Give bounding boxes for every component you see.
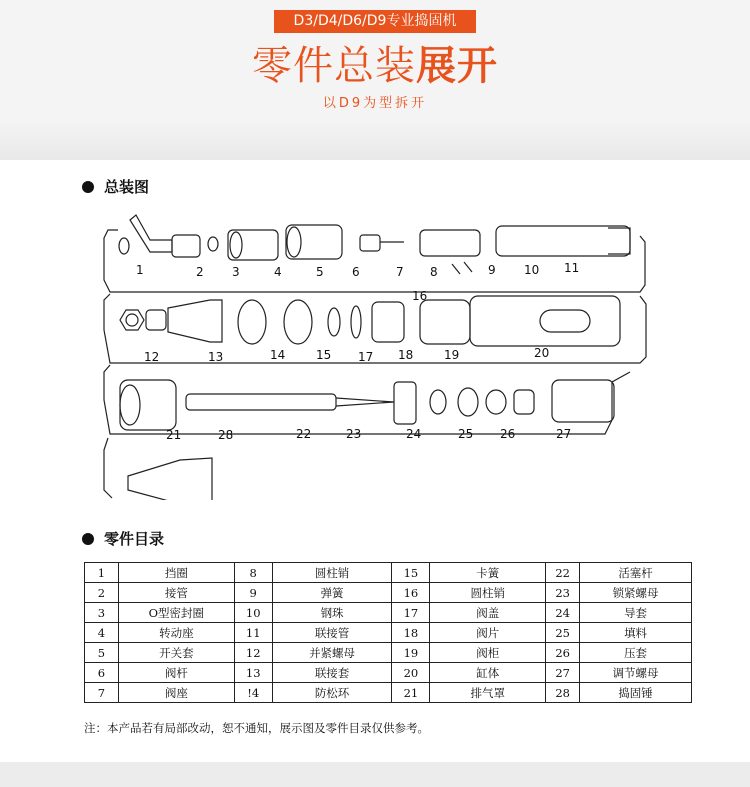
part-number: 11: [234, 623, 272, 643]
diagram-label: 12: [144, 350, 160, 364]
header-banner: [0, 0, 750, 160]
part-number: !4: [234, 683, 272, 703]
title-normal: 零件总装: [252, 43, 416, 89]
part-name: 圆柱销: [430, 583, 546, 603]
part-number: 25: [546, 623, 580, 643]
bullet-icon: [82, 533, 94, 545]
diagram-label: 2: [196, 265, 204, 279]
part-number: 10: [234, 603, 272, 623]
diagram-label: 24: [406, 427, 422, 441]
part-number: 20: [392, 663, 430, 683]
part-number: 24: [546, 603, 580, 623]
part-name: 阀盖: [430, 603, 546, 623]
part-name: 联接套: [272, 663, 392, 683]
part-name: 缸体: [430, 663, 546, 683]
part-name: 填料: [580, 623, 692, 643]
part-number: 19: [392, 643, 430, 663]
part-name: O型密封圈: [118, 603, 234, 623]
diagram-label: 7: [396, 265, 404, 279]
diagram-label: 1: [136, 263, 144, 277]
parts-table: [84, 562, 692, 703]
part-name: 防松环: [272, 683, 392, 703]
model-badge: D3/D4/D6/D9专业捣固机: [274, 10, 476, 33]
diagram-label: 20: [534, 346, 550, 360]
diagram-label: 6: [352, 265, 360, 279]
diagram-label: 21: [166, 428, 182, 442]
part-number: 9: [234, 583, 272, 603]
part-name: 开关套: [118, 643, 234, 663]
diagram-label: 28: [218, 428, 234, 442]
table-row: [85, 643, 692, 663]
part-number: 26: [546, 643, 580, 663]
diagram-label: 22: [296, 427, 312, 441]
diagram-label: 16: [412, 289, 428, 303]
diagram-label: 5: [316, 265, 324, 279]
part-number: 7: [85, 683, 119, 703]
part-number: 6: [85, 663, 119, 683]
diagram-label: 23: [346, 427, 362, 441]
table-row: [85, 583, 692, 603]
diagram-label: 14: [270, 348, 286, 362]
table-row: [85, 663, 692, 683]
part-number: 22: [546, 563, 580, 583]
diagram-label: 13: [208, 350, 224, 364]
diagram-label: 18: [398, 348, 414, 362]
part-number: 18: [392, 623, 430, 643]
diagram-label: 10: [524, 263, 540, 277]
table-row: [85, 623, 692, 643]
part-name: 导套: [580, 603, 692, 623]
part-name: 调节螺母: [580, 663, 692, 683]
part-name: 压套: [580, 643, 692, 663]
assembly-heading-text: 总装图: [104, 178, 150, 196]
part-number: 17: [392, 603, 430, 623]
part-name: 阀柜: [430, 643, 546, 663]
parts-heading: [82, 528, 164, 549]
part-name: 锁紧螺母: [580, 583, 692, 603]
part-number: 16: [392, 583, 430, 603]
part-number: 8: [234, 563, 272, 583]
part-number: 4: [85, 623, 119, 643]
disclaimer-note: 注：本产品若有局部改动，恕不通知，展示图及零件目录仅供参考。: [84, 721, 429, 735]
diagram-label: 17: [358, 350, 374, 364]
part-name: 钢珠: [272, 603, 392, 623]
part-name: 圆柱销: [272, 563, 392, 583]
part-number: 5: [85, 643, 119, 663]
diagram-label: 11: [564, 261, 580, 275]
part-name: 联接管: [272, 623, 392, 643]
part-name: 挡圈: [118, 563, 234, 583]
part-name: 并紧螺母: [272, 643, 392, 663]
diagram-label: 25: [458, 427, 474, 441]
title-bold: 展开: [416, 43, 498, 89]
assembly-diagram: [0, 160, 750, 500]
part-number: 27: [546, 663, 580, 683]
diagram-label: 9: [488, 263, 496, 277]
part-number: 2: [85, 583, 119, 603]
part-name: 活塞杆: [580, 563, 692, 583]
footer-band: [0, 762, 750, 787]
diagram-label: 4: [274, 265, 282, 279]
part-number: 13: [234, 663, 272, 683]
part-number: 15: [392, 563, 430, 583]
part-name: 阀座: [118, 683, 234, 703]
part-number: 3: [85, 603, 119, 623]
part-number: 21: [392, 683, 430, 703]
part-name: 捣固锤: [580, 683, 692, 703]
table-row: [85, 603, 692, 623]
diagram-label: 3: [232, 265, 240, 279]
part-name: 排气罩: [430, 683, 546, 703]
part-name: 阀片: [430, 623, 546, 643]
page-subtitle: 以D9为型拆开: [322, 96, 428, 111]
part-name: 卡簧: [430, 563, 546, 583]
diagram-label: 8: [430, 265, 438, 279]
diagram-label: 26: [500, 427, 516, 441]
part-number: 28: [546, 683, 580, 703]
part-name: 弹簧: [272, 583, 392, 603]
diagram-label: 15: [316, 348, 332, 362]
page-title: [0, 34, 750, 91]
part-number: 23: [546, 583, 580, 603]
diagram-label: 27: [556, 427, 572, 441]
part-name: 阀杆: [118, 663, 234, 683]
parts-heading-text: 零件目录: [104, 530, 165, 548]
header-shade: [0, 120, 750, 160]
part-number: 1: [85, 563, 119, 583]
table-row: [85, 563, 692, 583]
part-number: 12: [234, 643, 272, 663]
diagram-label: 19: [444, 348, 460, 362]
table-row: [85, 683, 692, 703]
part-name: 转动座: [118, 623, 234, 643]
part-name: 接管: [118, 583, 234, 603]
